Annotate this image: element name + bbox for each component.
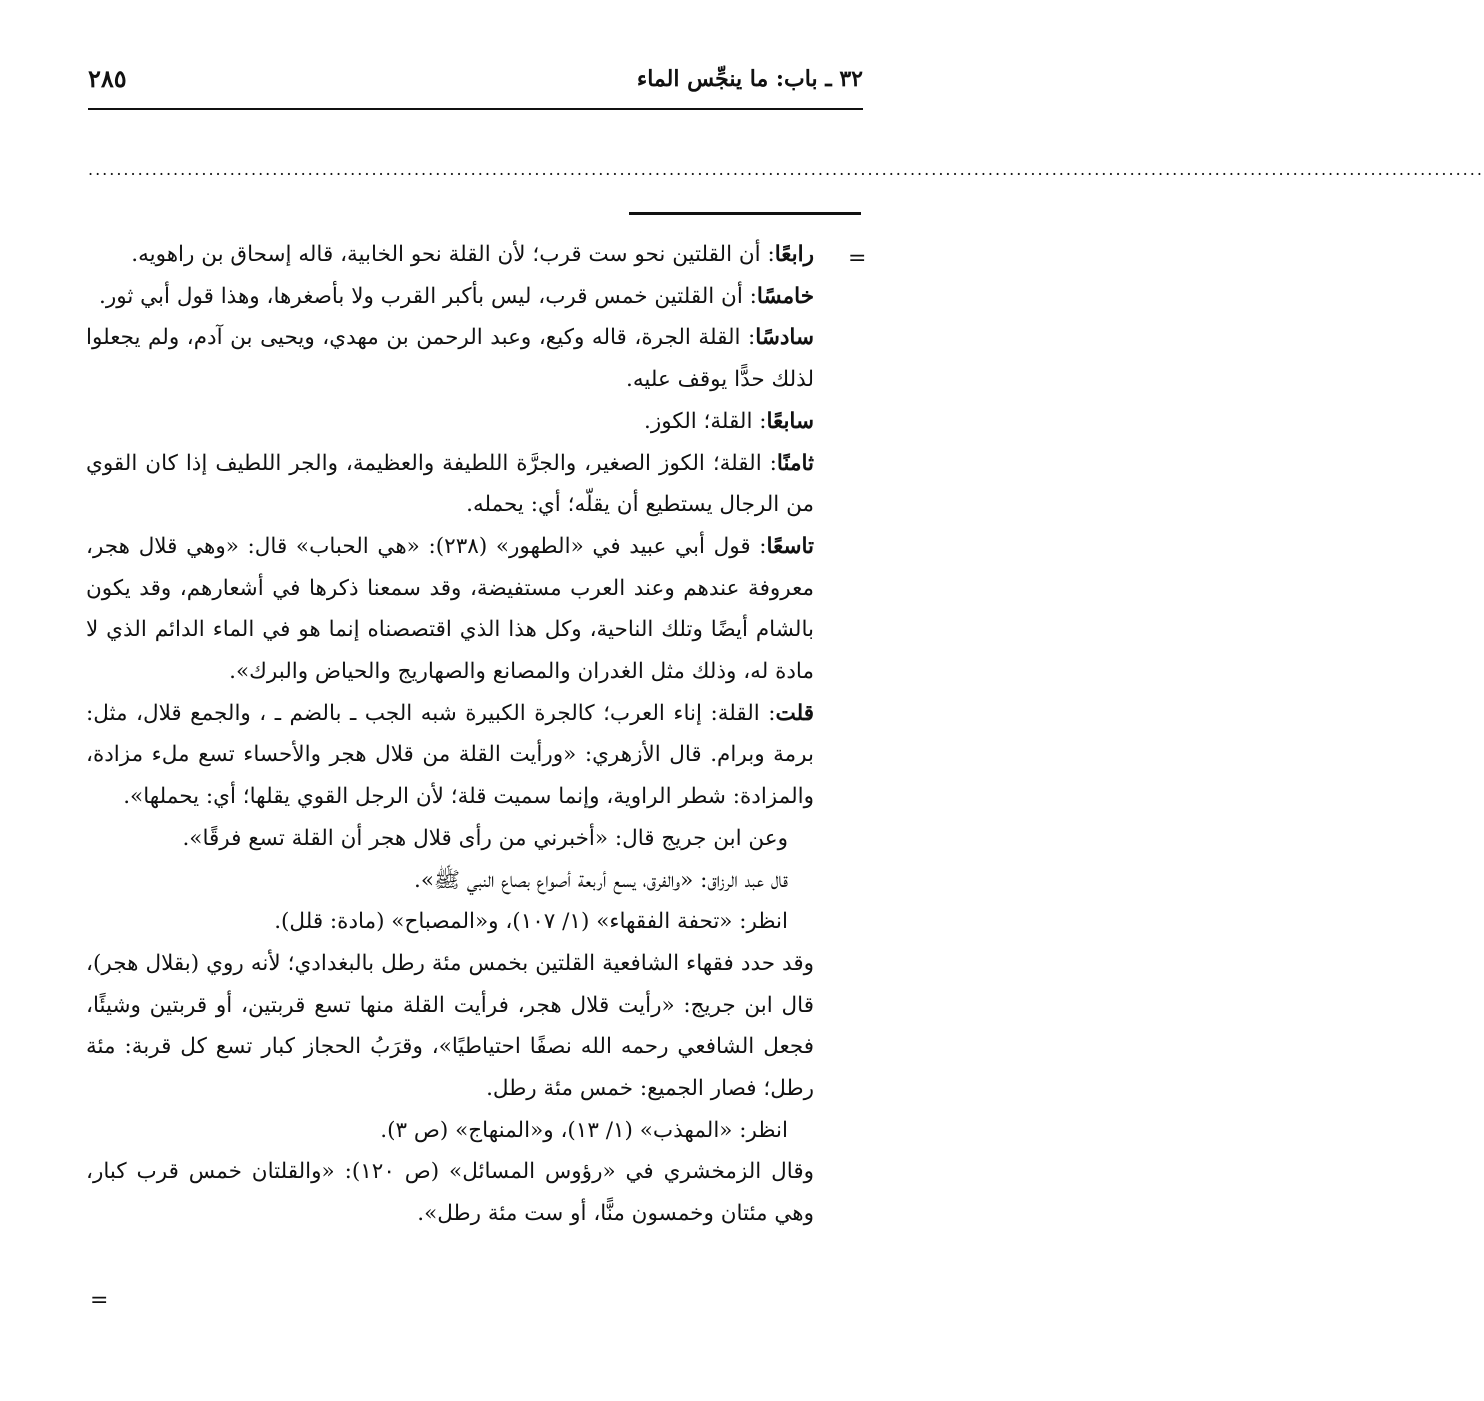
item-text: : القلة؛ الكوز الصغير، والجرَّة اللطيفة والعظيمة، والجر اللطيف إذا كان القوي من الرجال يستطيع أن يقلّه؛ أي: يحمله. bbox=[86, 450, 814, 518]
footnote-body bbox=[86, 234, 814, 1235]
dotted-separator: ..................................................................................................................................................................................................... bbox=[88, 160, 1484, 179]
running-title: ٣٢ ـ باب: ما ينجِّس الماء bbox=[636, 66, 863, 92]
body-paragraph: قال عبد الرزاق: «والفرق، يسع أربعة أصواع بصاع النبي ﷺ». bbox=[413, 867, 788, 893]
footnote-rule bbox=[629, 212, 861, 215]
item-label: سابعًا bbox=[766, 408, 814, 434]
footnote-item bbox=[86, 526, 814, 693]
page-number: ٢٨٥ bbox=[88, 64, 127, 93]
footnote-item bbox=[86, 234, 814, 276]
footnote-item bbox=[86, 401, 814, 443]
footnote-item bbox=[86, 693, 814, 818]
continuation-mark-bottom: = bbox=[90, 1288, 109, 1313]
item-text: : القلة؛ الكوز. bbox=[644, 408, 767, 434]
body-paragraph: وعن ابن جريج قال: «أخبرني من رأى قلال هجر أن القلة تسع فرقًا». bbox=[182, 825, 788, 851]
body-paragraph: انظر: «المهذب» (١/ ١٣)، و«المنهاج» (ص ٣). bbox=[380, 1117, 788, 1143]
item-text: : أن القلتين خمس قرب، ليس بأكبر القرب ولا بأصغرها، وهذا قول أبي ثور. bbox=[99, 283, 757, 309]
item-label: سادسًا bbox=[755, 325, 814, 351]
item-label: رابعًا bbox=[774, 242, 814, 267]
continuation-mark-top: = bbox=[848, 246, 867, 271]
item-text: : القلة الجرة، قاله وكيع، وعبد الرحمن بن مهدي، ويحيى بن آدم، ولم يجعلوا لذلك حدًّا يوقف عليه. bbox=[86, 325, 814, 393]
page-header bbox=[88, 62, 863, 110]
item-label: ثامنًا bbox=[776, 450, 814, 476]
footnote-item bbox=[86, 443, 814, 526]
item-label: خامسًا bbox=[756, 283, 814, 309]
body-paragraph: انظر: «تحفة الفقهاء» (١/ ١٠٧)، و«المصباح» (مادة: قلل). bbox=[274, 909, 788, 935]
body-paragraph: وقال الزمخشري في «رؤوس المسائل» (ص ١٢٠): «والقلتان خمس قرب كبار، وهي مئتان وخمسون منًّا، أو ست مئة رطل». bbox=[86, 1159, 814, 1227]
item-label: قلت bbox=[775, 700, 814, 726]
footnote-item bbox=[86, 276, 814, 318]
item-text: : قول أبي عبيد في «الطهور» (٢٣٨): «هي الحباب» قال: «وهي قلال هجر، معروفة عندهم وعند العرب مستفيضة، وقد سمعنا ذكرها في أشعارهم، وقد يكون بالشام أيضًا وتلك الناحية، وكل هذا الذي اقتصصناه إنما هو في الماء الدائم الذي لا مادة له، وذلك مثل الغدران والمصانع والصهاريج والحياض والبرك». bbox=[86, 533, 814, 685]
item-text: : القلة: إناء العرب؛ كالجرة الكبيرة شبه الجب ـ بالضم ـ ، والجمع قلال، مثل: برمة وبرام. قال الأزهري: «ورأيت القلة من قلال هجر والأحساء تسع ملء مزادة، والمزادة: شطر الراوية، وإنما سميت قلة؛ لأن الرجل القوي يقلها؛ أي: يحملها». bbox=[86, 700, 814, 810]
item-label: تاسعًا bbox=[766, 533, 814, 559]
item-text: : أن القلتين نحو ست قرب؛ لأن القلة نحو الخابية، قاله إسحاق بن راهويه. bbox=[131, 242, 775, 267]
body-paragraph: وقد حدد فقهاء الشافعية القلتين بخمس مئة رطل بالبغدادي؛ لأنه روي (بقلال هجر)، قال ابن جريج: «رأيت قلال هجر، فرأيت القلة منها تسع قربتين، أو قربتين وشيئًا، فجعل الشافعي رحمه الله نصفًا احتياطيًا»، وقرَبُ الحجاز كبار تسع كل قربة: مئة رطل؛ فصار الجميع: خمس مئة رطل. bbox=[86, 950, 814, 1102]
footnote-item bbox=[86, 317, 814, 400]
